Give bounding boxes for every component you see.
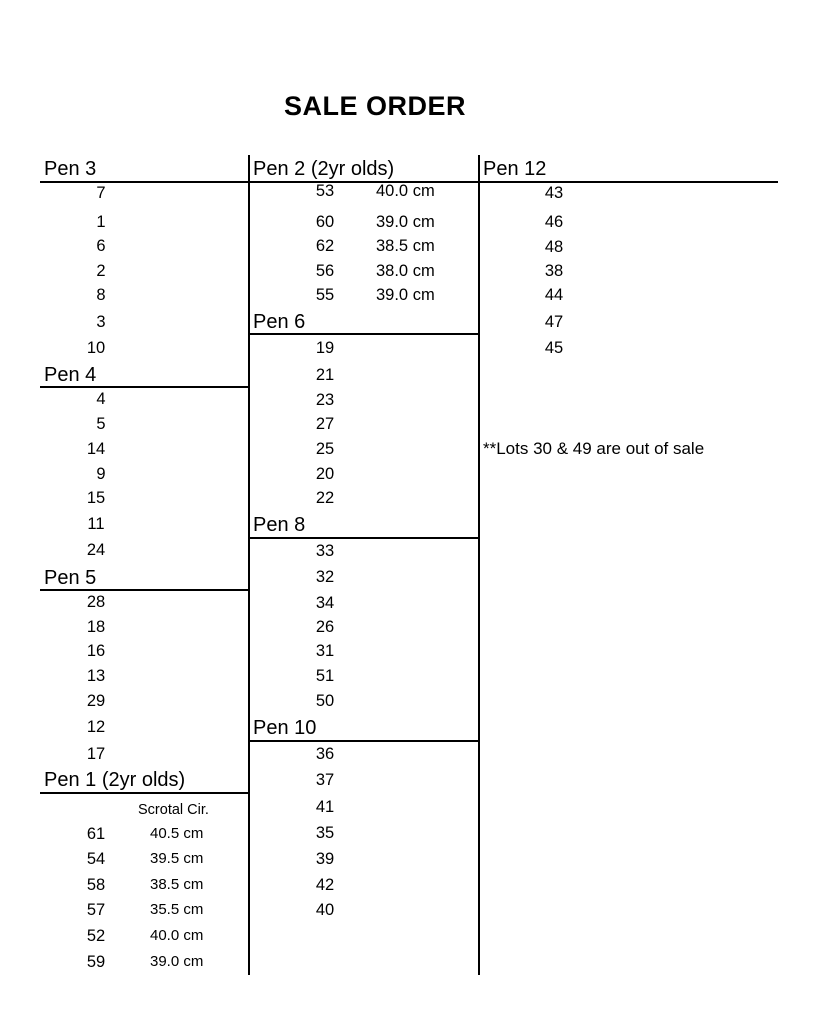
lot-number: 35	[315, 824, 335, 842]
lot-number: 2	[96, 262, 106, 280]
lot-number: 38	[544, 262, 564, 280]
lot-number: 43	[544, 184, 564, 202]
lot-number: 25	[315, 440, 335, 458]
lot-number: 13	[86, 667, 106, 685]
pen1-rule	[40, 792, 249, 794]
lot-number: 48	[544, 238, 564, 256]
lot-number: 60	[315, 213, 335, 231]
lot-number: 9	[96, 465, 106, 483]
lot-number: 19	[315, 339, 335, 357]
scrotal-measurement: 38.0 cm	[376, 262, 435, 280]
scrotal-measurement: 39.5 cm	[150, 850, 204, 867]
lot-number: 21	[315, 366, 335, 384]
lot-number: 20	[315, 465, 335, 483]
pen4-rule	[40, 386, 249, 388]
pen12-header: Pen 12	[483, 158, 547, 180]
pen5-rule	[40, 589, 249, 591]
lot-number: 11	[87, 515, 105, 533]
pen3-header: Pen 3	[44, 158, 97, 180]
lot-number: 10	[86, 339, 106, 357]
lot-number: 58	[86, 876, 106, 894]
scrotal-measurement: 39.0 cm	[376, 213, 435, 231]
lot-number: 17	[86, 745, 106, 763]
lot-number: 44	[544, 286, 564, 304]
lot-number: 3	[96, 313, 106, 331]
lot-number: 61	[86, 825, 106, 843]
scrotal-measurement: 40.0 cm	[150, 927, 204, 944]
lot-number: 47	[544, 313, 564, 331]
column-divider-1	[248, 155, 250, 975]
lot-number: 52	[86, 927, 106, 945]
lot-number: 12	[86, 718, 106, 736]
lot-number: 46	[544, 213, 564, 231]
lot-number: 24	[86, 541, 106, 559]
lot-number: 31	[315, 642, 335, 660]
scrotal-measurement: 40.5 cm	[150, 825, 204, 842]
lot-number: 5	[96, 415, 106, 433]
lot-number: 26	[315, 618, 335, 636]
lot-number: 29	[86, 692, 106, 710]
pen6-rule	[249, 333, 479, 335]
lot-number: 32	[315, 568, 335, 586]
pen10-rule	[249, 740, 479, 742]
lot-number: 57	[86, 901, 106, 919]
lot-number: 6	[96, 237, 106, 255]
pen4-header: Pen 4	[44, 364, 97, 386]
lot-number: 23	[315, 391, 335, 409]
lot-number: 39	[315, 850, 335, 868]
pen10-header: Pen 10	[253, 717, 317, 739]
lot-number: 62	[315, 237, 335, 255]
scrotal-measurement: 40.0 cm	[376, 182, 435, 200]
lot-number: 50	[315, 692, 335, 710]
lot-number: 56	[315, 262, 335, 280]
lot-number: 40	[315, 901, 335, 919]
lot-number: 36	[315, 745, 335, 763]
lot-number: 41	[315, 798, 335, 816]
scrotal-circumference-label: Scrotal Cir.	[138, 802, 209, 818]
lot-number: 8	[96, 286, 106, 304]
lot-number: 18	[86, 618, 106, 636]
scrotal-measurement: 39.0 cm	[376, 286, 435, 304]
lot-number: 59	[86, 953, 106, 971]
lot-number: 51	[315, 667, 335, 685]
lot-number: 34	[315, 594, 335, 612]
lot-number: 16	[86, 642, 106, 660]
pen1-header: Pen 1 (2yr olds)	[44, 769, 186, 791]
scrotal-measurement: 35.5 cm	[150, 901, 204, 918]
pen8-rule	[249, 537, 479, 539]
lot-number: 15	[86, 489, 106, 507]
lot-number: 45	[544, 339, 564, 357]
scrotal-measurement: 38.5 cm	[150, 876, 204, 893]
lot-number: 1	[96, 213, 106, 231]
lot-number: 54	[86, 850, 106, 868]
lot-number: 22	[315, 489, 335, 507]
lot-number: 42	[315, 876, 335, 894]
page-title: SALE ORDER	[283, 91, 467, 121]
lot-number: 7	[96, 184, 106, 202]
lot-number: 37	[315, 771, 335, 789]
scrotal-measurement: 38.5 cm	[376, 237, 435, 255]
pen6-header: Pen 6	[253, 311, 306, 333]
lot-number: 27	[315, 415, 335, 433]
lot-number: 14	[86, 440, 106, 458]
scrotal-measurement: 39.0 cm	[150, 953, 204, 970]
lot-number: 55	[315, 286, 335, 304]
lot-number: 4	[96, 390, 106, 408]
pen5-header: Pen 5	[44, 567, 97, 589]
out-of-sale-note: **Lots 30 & 49 are out of sale	[483, 439, 705, 458]
pen2-header: Pen 2 (2yr olds)	[253, 158, 395, 180]
lot-number: 28	[86, 593, 106, 611]
lot-number: 53	[315, 182, 335, 200]
pen8-header: Pen 8	[253, 514, 306, 536]
lot-number: 33	[315, 542, 335, 560]
column-divider-2	[478, 155, 480, 975]
